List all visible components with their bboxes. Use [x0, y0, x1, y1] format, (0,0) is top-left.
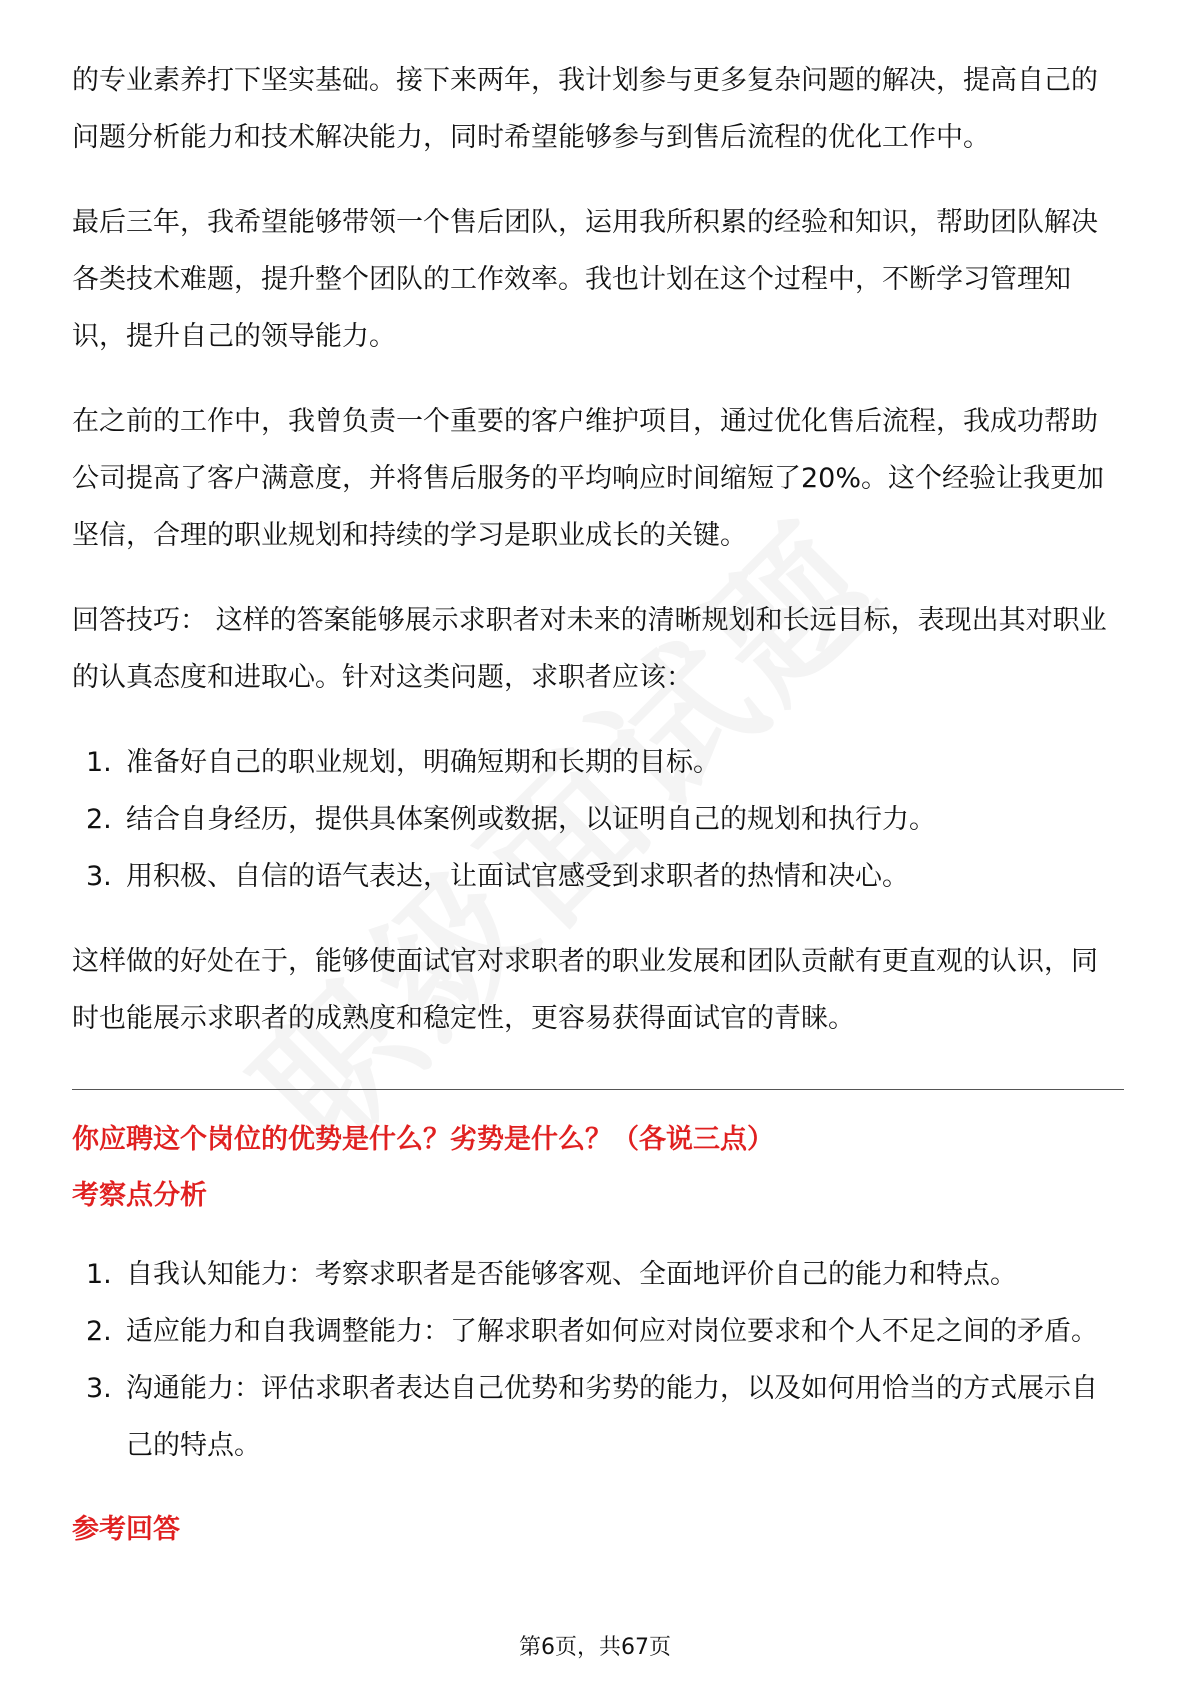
paragraph: 最后三年，我希望能够带领一个售后团队，运用我所积累的经验和知识，帮助团队解决各类技术难题，提升整个团队的工作效率。我也计划在这个过程中，不断学习管理知识，提升自己的领导能力。: [72, 207, 1098, 352]
list-item: [72, 1360, 1124, 1474]
list-number: 3.: [86, 1373, 112, 1404]
section-divider: [72, 1089, 1124, 1090]
list-item: [72, 791, 1124, 848]
list-item: [72, 734, 1124, 791]
list-item-text: 自我认知能力：考察求职者是否能够客观、全面地评价自己的能力和特点。: [126, 1259, 1017, 1290]
paragraph: 的专业素养打下坚实基础。接下来两年，我计划参与更多复杂问题的解决，提高自己的问题分析能力和技术解决能力，同时希望能够参与到售后流程的优化工作中。: [72, 65, 1098, 153]
list-item-text: 适应能力和自我调整能力：了解求职者如何应对岗位要求和个人不足之间的矛盾。: [126, 1316, 1098, 1347]
list-item: [72, 1246, 1124, 1303]
list-item-text: 沟通能力：评估求职者表达自己优势和劣势的能力，以及如何用恰当的方式展示自己的特点。: [126, 1373, 1098, 1461]
page-footer: 第6页，共67页: [519, 1635, 671, 1660]
benefit-paragraph: 这样做的好处在于，能够使面试官对求职者的职业发展和团队贡献有更直观的认识，同时也能展示求职者的成熟度和稳定性，更容易获得面试官的青睐。: [72, 946, 1098, 1034]
list-item-text: 结合自身经历，提供具体案例或数据，以证明自己的规划和执行力。: [126, 804, 936, 835]
list-number: 2.: [86, 1316, 112, 1347]
answer-tips-paragraph: 回答技巧： 这样的答案能够展示求职者对未来的清晰规划和长远目标，表现出其对职业的认真态度和进取心。针对这类问题，求职者应该：: [72, 605, 1107, 693]
document-page: [72, 52, 1124, 1558]
list-item: [72, 848, 1124, 905]
list-number: 2.: [86, 804, 112, 835]
reference-answer-heading: 参考回答: [72, 1514, 180, 1545]
list-number: 1.: [86, 1259, 112, 1290]
tips-list: [72, 734, 1124, 905]
analysis-heading: 考察点分析: [72, 1180, 207, 1211]
list-number: 3.: [86, 861, 112, 892]
list-item: [72, 1303, 1124, 1360]
list-number: 1.: [86, 747, 112, 778]
list-item-text: 用积极、自信的语气表达，让面试官感受到求职者的热情和决心。: [126, 861, 909, 892]
paragraph: 在之前的工作中，我曾负责一个重要的客户维护项目，通过优化售后流程，我成功帮助公司提高了客户满意度，并将售后服务的平均响应时间缩短了20%。这个经验让我更加坚信，合理的职业规划和持续的学习是职业成长的关键。: [72, 406, 1105, 551]
list-item-text: 准备好自己的职业规划，明确短期和长期的目标。: [126, 747, 720, 778]
question-title: 你应聘这个岗位的优势是什么？劣势是什么？（各说三点）: [72, 1124, 774, 1155]
analysis-list: [72, 1246, 1124, 1474]
